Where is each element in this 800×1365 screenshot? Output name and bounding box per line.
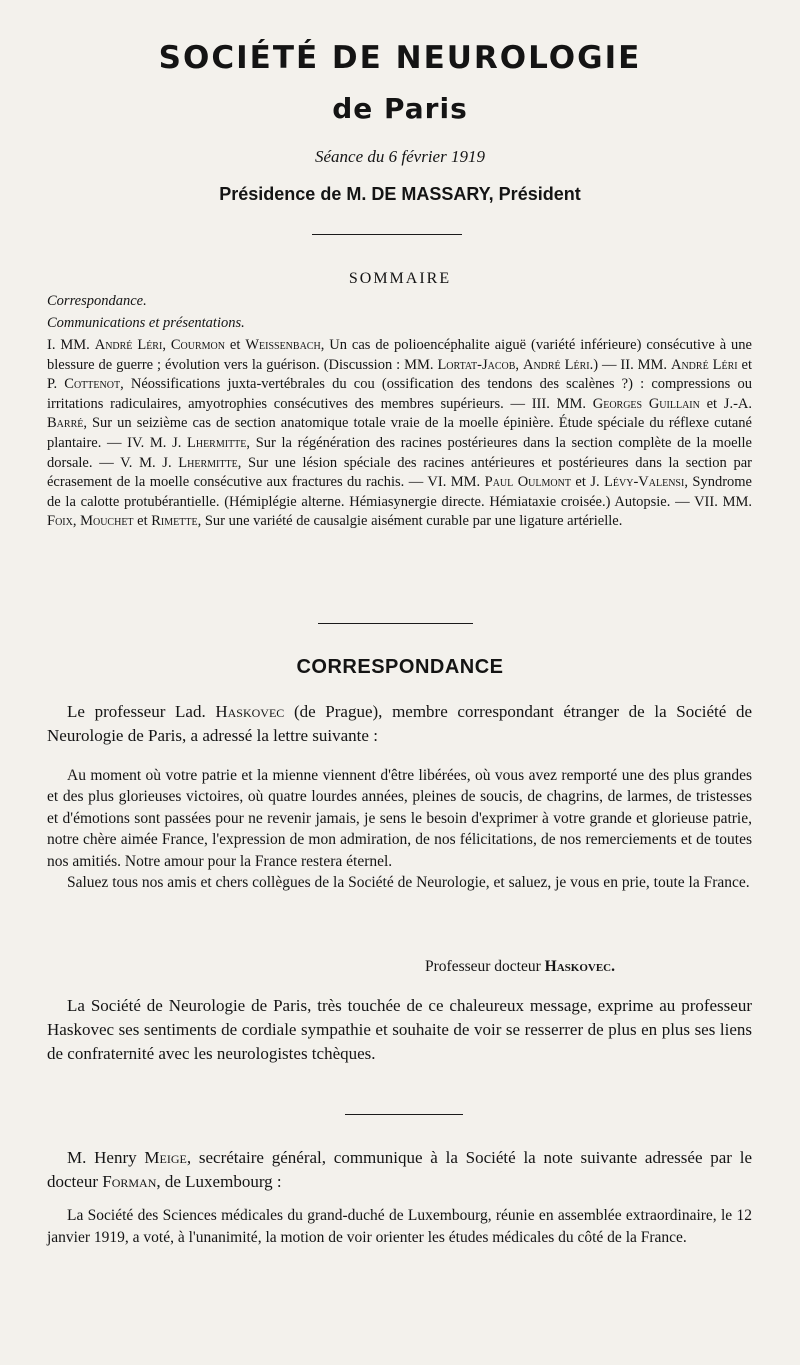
society-response: La Société de Neurologie de Paris, très touchée de ce chaleureux message, exprime au professeur Haskovec ses sentiments de cordiale sympathie et souhaite de voir se resserrer de plus en plus ses liens de confraternité avec les neurologistes tchèques. [47,996,752,1063]
sommaire-title: SOMMAIRE [348,270,452,287]
luxembourg-note: La Société des Sciences médicales du grand-duché de Luxembourg, réunie en assemblée extraordinaire, le 12 janvier 1919, a voté, à l'unanimité, la motion de voir orienter les études médicales du côté de la France. [47,1207,752,1246]
letter-signature: Professeur docteur Haskovec. [425,958,615,975]
letter-paragraph-1: Au moment où votre patrie et la mienne viennent d'être libérées, où vous avez remporté une des plus grandes et des plus glorieuses victoires, où quatre lourdes années, pleines de soucis, de chagrins, de larmes, de tristesses et d'émotions sont passées pour ne revenir jamais, je sens le besoin d'exprimer à votre grande et glorieuse patrie, notre chère aimée France, l'expression de mon admiration, de nos félicitations, de nos remerciements et de toutes nos amitiés. Notre amour pour la France restera éternel. [47,767,752,870]
presidency-line: Présidence de M. DE MASSARY, Président [219,184,581,204]
letter-paragraph-2: Saluez tous nos amis et chers collègues de la Société de Neurologie, et saluez, je vous en prie, toute la France. [67,874,750,892]
sommaire-item-communications: Communications et présentations. [47,315,245,331]
session-date: Séance du 6 février 1919 [315,147,485,166]
divider-middle [318,623,473,624]
sommaire-body: I. MM. André Léri, Courmon et Weissenbach, Un cas de polioencéphalite aiguë (variété inférieure) consécutive à une blessure de guerre ; évolution vers la guérison. (Discussion : MM. Lortat-Jacob, André Léri.) — II. MM. André Léri et P. Cottenot, Néossifications juxta-vertébrales du cou (ossification des tendons des scalènes ?) : compressions ou irritations radiculaires, amyotrophies consécutives des membres supérieurs. — III. MM. Georges Guillain et J.-A. Barré, Sur un seizième cas de section anatomique totale vraie de la moelle épinière. Étude spéciale du réflexe cutané plantaire. — IV. M. J. Lhermitte, Sur la régénération des racines postérieures dans la section complète de la moelle dorsale. — V. M. J. Lhermitte, Sur une lésion spéciale des racines antérieures et postérieures dans la section par écrasement de la moelle consécutive aux fractures du rachis. — VI. MM. Paul Oulmont et J. Lévy-Valensi, Syndrome de la calotte protubérantielle. (Hémiplégie alterne. Hémiasynergie directe. Hémiataxie croisée.) Autopsie. — VII. MM. Foix, Mouchet et Rimette, Sur une variété de causalgie aisément curable par une ligature artérielle. [47,337,753,530]
society-title: SOCIÉTÉ DE NEUROLOGIE [158,40,642,76]
correspondance-intro: Le professeur Lad. Haskovec (de Prague), membre correspondant étranger de la Société de Neurologie de Paris, a adressé la lettre suivante : [47,702,752,745]
meige-communication: M. Henry Meige, secrétaire général, communique à la Société la note suivante adressée par le docteur Forman, de Luxembourg : [47,1148,753,1191]
letter-text [47,765,752,893]
section-title-correspondance: CORRESPONDANCE [296,656,504,678]
sommaire-item-correspondance: Correspondance. [47,293,147,309]
society-city: de Paris [332,92,468,125]
divider-top [312,234,462,235]
divider-bottom [345,1114,463,1115]
